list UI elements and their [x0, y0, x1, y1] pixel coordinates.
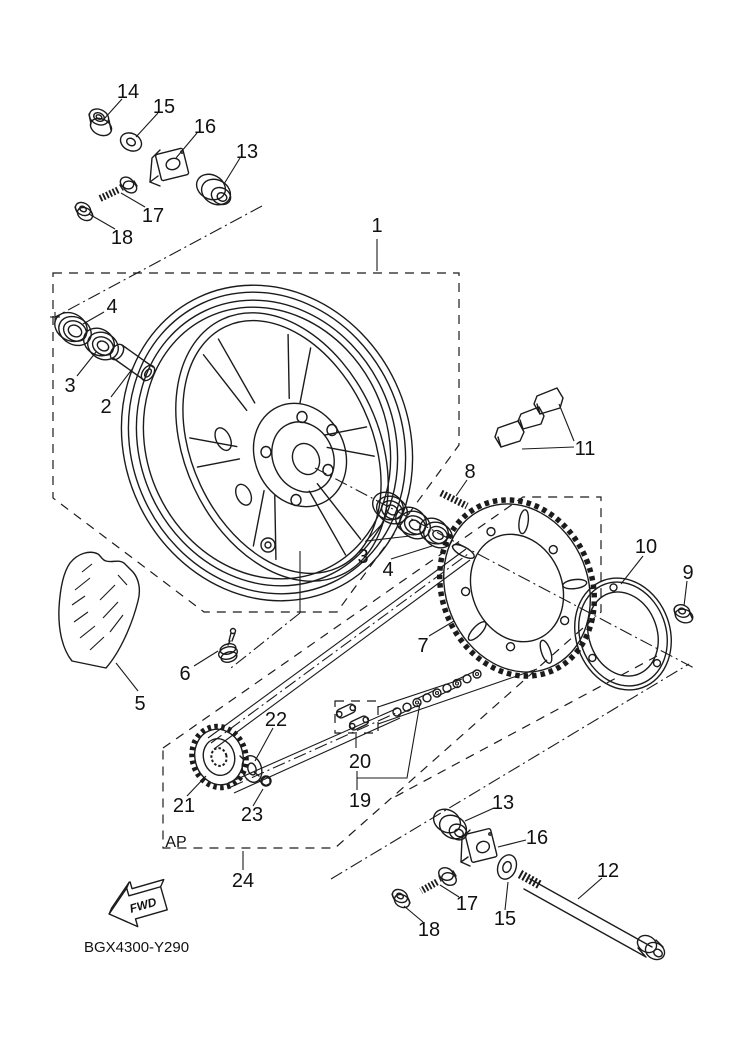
callout-23: 23 — [240, 804, 264, 826]
callout-17a: 17 — [141, 205, 165, 227]
callout-3b: 3 — [357, 546, 369, 568]
callout-4a: 4 — [106, 296, 118, 318]
callout-22: 22 — [264, 709, 288, 731]
washer-15-bottom — [494, 852, 519, 882]
callout-2: 2 — [100, 396, 112, 418]
callout-1: 1 — [371, 215, 383, 237]
callout-5: 5 — [134, 693, 146, 715]
washer-15 — [117, 129, 144, 154]
callout-18b: 18 — [417, 919, 441, 941]
rear-sprocket-7 — [414, 476, 621, 699]
callout-8: 8 — [464, 461, 476, 483]
stud-bolt-8 — [441, 493, 467, 506]
valve-stem-6 — [217, 629, 238, 664]
flange-nut-9 — [672, 603, 694, 626]
callout-20: 20 — [348, 751, 372, 773]
callout-16a: 16 — [193, 116, 217, 138]
bushing-13 — [192, 169, 235, 209]
fwd-label: FWD — [127, 894, 159, 916]
rear-wheel — [70, 237, 463, 649]
flange-nut-14 — [87, 106, 115, 139]
adjuster-block-16-bottom — [461, 828, 497, 866]
bushing-13-bottom — [429, 805, 470, 844]
wheel-hub — [237, 388, 363, 522]
section-label-ap: AP — [165, 834, 187, 851]
adjuster-bolt-17-bottom — [421, 865, 458, 891]
callout-6: 6 — [179, 663, 191, 685]
lock-nut-18 — [73, 200, 95, 223]
diagram-code: BGX4300-Y290 — [84, 939, 190, 956]
callout-19: 19 — [348, 790, 372, 812]
callout-21: 21 — [172, 795, 196, 817]
callout-3a: 3 — [64, 375, 76, 397]
callout-17b: 17 — [455, 893, 479, 915]
front-sprocket-21 — [185, 720, 253, 794]
callout-13b: 13 — [491, 792, 515, 814]
callout-7: 7 — [417, 635, 429, 657]
spacer-tube-2 — [108, 342, 158, 383]
axle-shaft-12 — [520, 874, 668, 963]
callout-18a: 18 — [110, 227, 134, 249]
callout-24: 24 — [231, 870, 255, 892]
callout-9: 9 — [682, 562, 694, 584]
adjuster-bolt-17 — [99, 175, 139, 199]
seal-4-left — [50, 307, 97, 351]
callout-15a: 15 — [152, 96, 176, 118]
sprocket-guard-10 — [559, 564, 686, 703]
callout-16b: 16 — [525, 827, 549, 849]
damper-pads-11 — [495, 388, 563, 447]
callout-12: 12 — [596, 860, 620, 882]
callout-10: 10 — [634, 536, 658, 558]
dashed-box-master-links — [335, 701, 378, 733]
adjuster-block-16 — [150, 148, 189, 186]
callout-14: 14 — [116, 81, 140, 103]
rim-weight — [261, 538, 275, 552]
sprocket-bolt-23 — [254, 772, 271, 786]
callout-4b: 4 — [382, 559, 394, 581]
fwd-arrow — [102, 873, 174, 933]
lock-nut-18-bottom — [390, 887, 412, 910]
callout-15b: 15 — [493, 908, 517, 930]
callout-11: 11 — [574, 438, 596, 460]
callout-13a: 13 — [235, 141, 259, 163]
tire-fragment-5 — [59, 552, 140, 668]
